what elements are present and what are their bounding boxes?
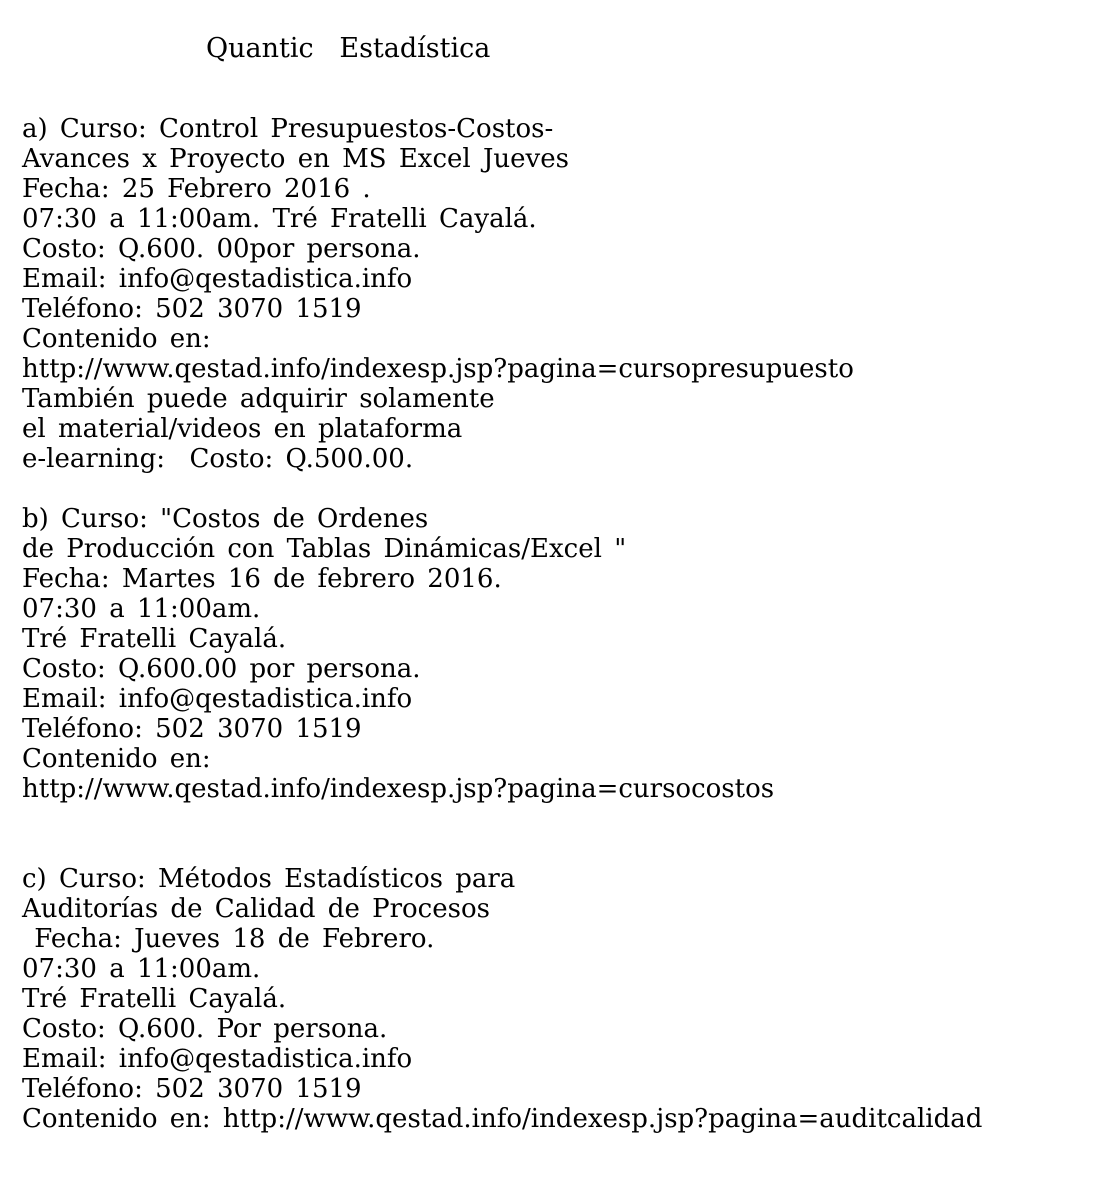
course-c-date: Fecha: Jueves 18 de Febrero. xyxy=(22,924,435,954)
course-b-email: Email: info@qestadistica.info xyxy=(22,684,413,714)
course-c-content-link: Contenido en: http://www.qestad.info/indexesp.jsp?pagina=auditcalidad xyxy=(22,1104,983,1134)
course-b-content-label: Contenido en: xyxy=(22,744,211,774)
course-c-heading: c) Curso: Métodos Estadísticos para xyxy=(22,864,516,894)
course-a-section xyxy=(22,114,854,474)
course-c-heading-cont: Auditorías de Calidad de Procesos xyxy=(22,894,490,924)
course-c-venue: Tré Fratelli Cayalá. xyxy=(22,984,287,1014)
course-c-cost: Costo: Q.600. Por persona. xyxy=(22,1014,388,1044)
course-a-content-label: Contenido en: xyxy=(22,324,211,354)
page-title: Quantic Estadística xyxy=(206,33,491,64)
course-b-heading-cont: de Producción con Tablas Dinámicas/Excel " xyxy=(22,534,627,564)
course-c-phone: Teléfono: 502 3070 1519 xyxy=(22,1074,362,1104)
course-b-cost: Costo: Q.600.00 por persona. xyxy=(22,654,421,684)
course-a-email: Email: info@qestadistica.info xyxy=(22,264,413,294)
course-c-time: 07:30 a 11:00am. xyxy=(22,954,261,984)
course-a-elearning-cost: e-learning: Costo: Q.500.00. xyxy=(22,444,414,474)
course-a-time-venue: 07:30 a 11:00am. Tré Fratelli Cayalá. xyxy=(22,204,537,234)
course-b-phone: Teléfono: 502 3070 1519 xyxy=(22,714,362,744)
course-a-heading: a) Curso: Control Presupuestos-Costos- xyxy=(22,114,554,144)
course-a-note-2: el material/videos en plataforma xyxy=(22,414,463,444)
course-b-heading: b) Curso: "Costos de Ordenes xyxy=(22,504,429,534)
course-b-date: Fecha: Martes 16 de febrero 2016. xyxy=(22,564,502,594)
course-a-date: Fecha: 25 Febrero 2016 . xyxy=(22,174,371,204)
course-a-cost: Costo: Q.600. 00por persona. xyxy=(22,234,421,264)
course-b-section xyxy=(22,504,774,804)
course-a-heading-cont: Avances x Proyecto en MS Excel Jueves xyxy=(22,144,569,174)
course-a-note-1: También puede adquirir solamente xyxy=(22,384,495,414)
course-b-content-link: http://www.qestad.info/indexesp.jsp?pagina=cursocostos xyxy=(22,774,775,804)
course-c-section xyxy=(22,864,982,1134)
course-b-venue: Tré Fratelli Cayalá. xyxy=(22,624,287,654)
course-a-phone: Teléfono: 502 3070 1519 xyxy=(22,294,362,324)
course-c-email: Email: info@qestadistica.info xyxy=(22,1044,413,1074)
course-a-content-link: http://www.qestad.info/indexesp.jsp?pagina=cursopresupuesto xyxy=(22,354,854,384)
course-b-time: 07:30 a 11:00am. xyxy=(22,594,261,624)
